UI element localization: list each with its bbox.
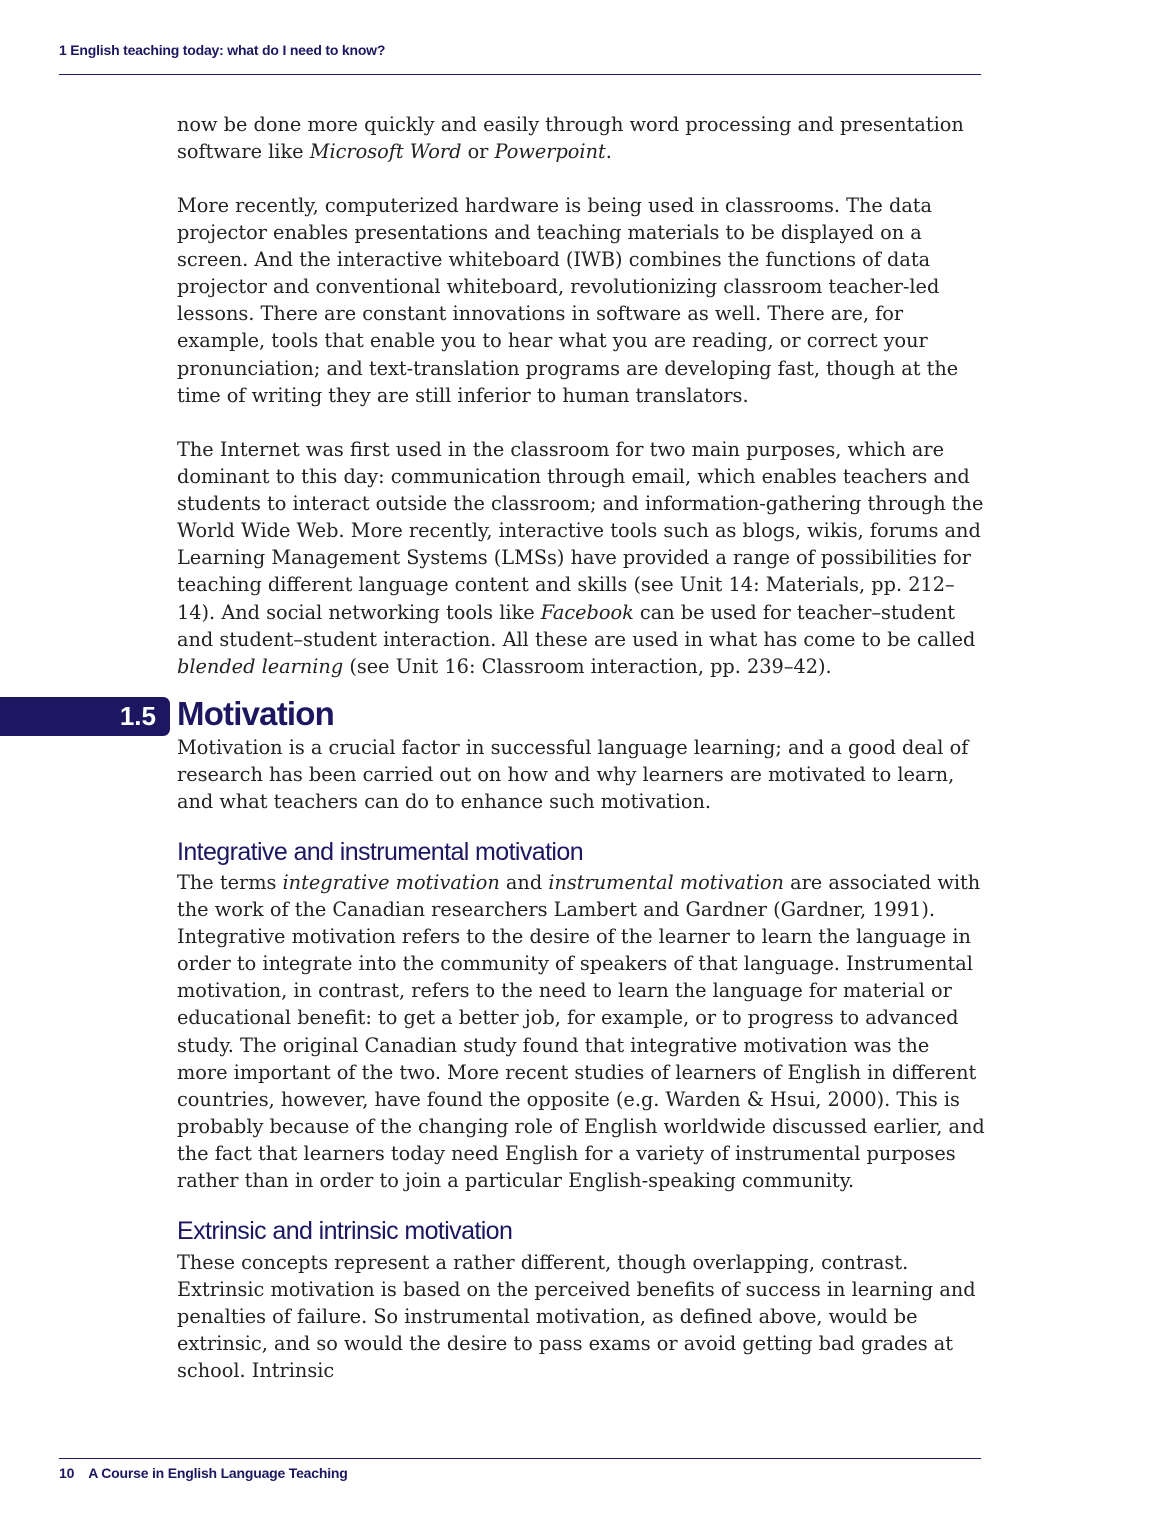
section-number-band — [0, 697, 170, 736]
paragraph-hardware: More recently, computerized hardware is being used in classrooms. The data projector enables presentations and teaching materials to be displayed on a screen. And the interactive whiteboard (IWB) combines the functions of data projector and conventional whiteboard, revolutionizing classroom teacher-led lessons. There are constant innovations in software as well. There are, for example, tools that enable you to hear what you are reading, or correct your pronunciation; and text-translation programs are developing fast, though at the time of writing they are still inferior to human translators. — [177, 194, 959, 407]
subheading-integrative: Integrative and instrumental motivation — [177, 838, 583, 866]
book-title: A Course in English Language Teaching — [88, 1465, 348, 1481]
italic-term: blended learning — [177, 654, 344, 678]
italic-term: instrumental motivation — [548, 871, 784, 894]
paragraph-extrinsic: These concepts represent a rather different, though overlapping, contrast. Extrinsic motivation is based on the perceived benefits of success in learning and penalties of failure. So instrumental motivation, as defined above, would be extrinsic, and so would the desire to pass exams or avoid getting bad grades at school. Intrinsic — [177, 1251, 976, 1383]
section-title: Motivation — [177, 695, 334, 732]
page-number: 10 — [59, 1465, 75, 1481]
italic-term: Facebook — [540, 600, 634, 624]
footer-rule — [59, 1458, 981, 1459]
paragraph-integrative: The terms integrative motivation and instrumental motivation are associated with the work of the Canadian researchers Lambert and Gardner (Gardner, 1991). Integrative motivation refers to the desire of the learner to learn the language in order to integrate into the community of speakers of that language. Instrumental motivation, in contrast, refers to the need to learn the language for material or educational benefit: to get a better job, for example, or to progress to advanced study. The original Canadian study found that integrative motivation was the more important of the two. More recent studies of learners of English in different countries, however, have found the opposite (e.g. Warden & Hsui, 2000). This is probably because of the changing role of English worldwide discussed earlier, and the fact that learners today need English for a variety of instrumental purposes rather than in order to join a particular English-speaking community. — [177, 871, 985, 1193]
italic-term: Microsoft Word — [309, 140, 462, 164]
paragraph-internet: The Internet was first used in the classroom for two main purposes, which are dominant to this day: communication through email, which enables teachers and students to interact outside the classroom; and information-gathering through the World Wide Web. More recently, interactive tools such as blogs, wikis, forums and Learning Management Systems (LMSs) have provided a range of possibilities for teaching different language content and skills (see Unit 14: Materials, pp. 212–14). And social networking tools like Facebook can be used for teacher–student and student–student interaction. All these are used in what has come to be called blended learning (see Unit 16: Classroom interaction, pp. 239–42). — [177, 438, 984, 678]
footer — [59, 1465, 348, 1481]
italic-term: integrative motivation — [282, 871, 500, 894]
header-rule — [59, 74, 981, 75]
section-number: 1.5 — [119, 701, 156, 731]
paragraph-software: now be done more quickly and easily through word processing and presentation software like Microsoft Word or Powerpoint. — [177, 113, 964, 164]
paragraph-motivation-intro: Motivation is a crucial factor in successful language learning; and a good deal of research has been carried out on how and why learners are motivated to learn, and what teachers can do to enhance such motivation. — [177, 736, 969, 814]
subheading-extrinsic: Extrinsic and intrinsic motivation — [177, 1217, 513, 1245]
running-head: 1 English teaching today: what do I need to know? — [59, 42, 386, 58]
italic-term: Powerpoint — [494, 140, 606, 164]
